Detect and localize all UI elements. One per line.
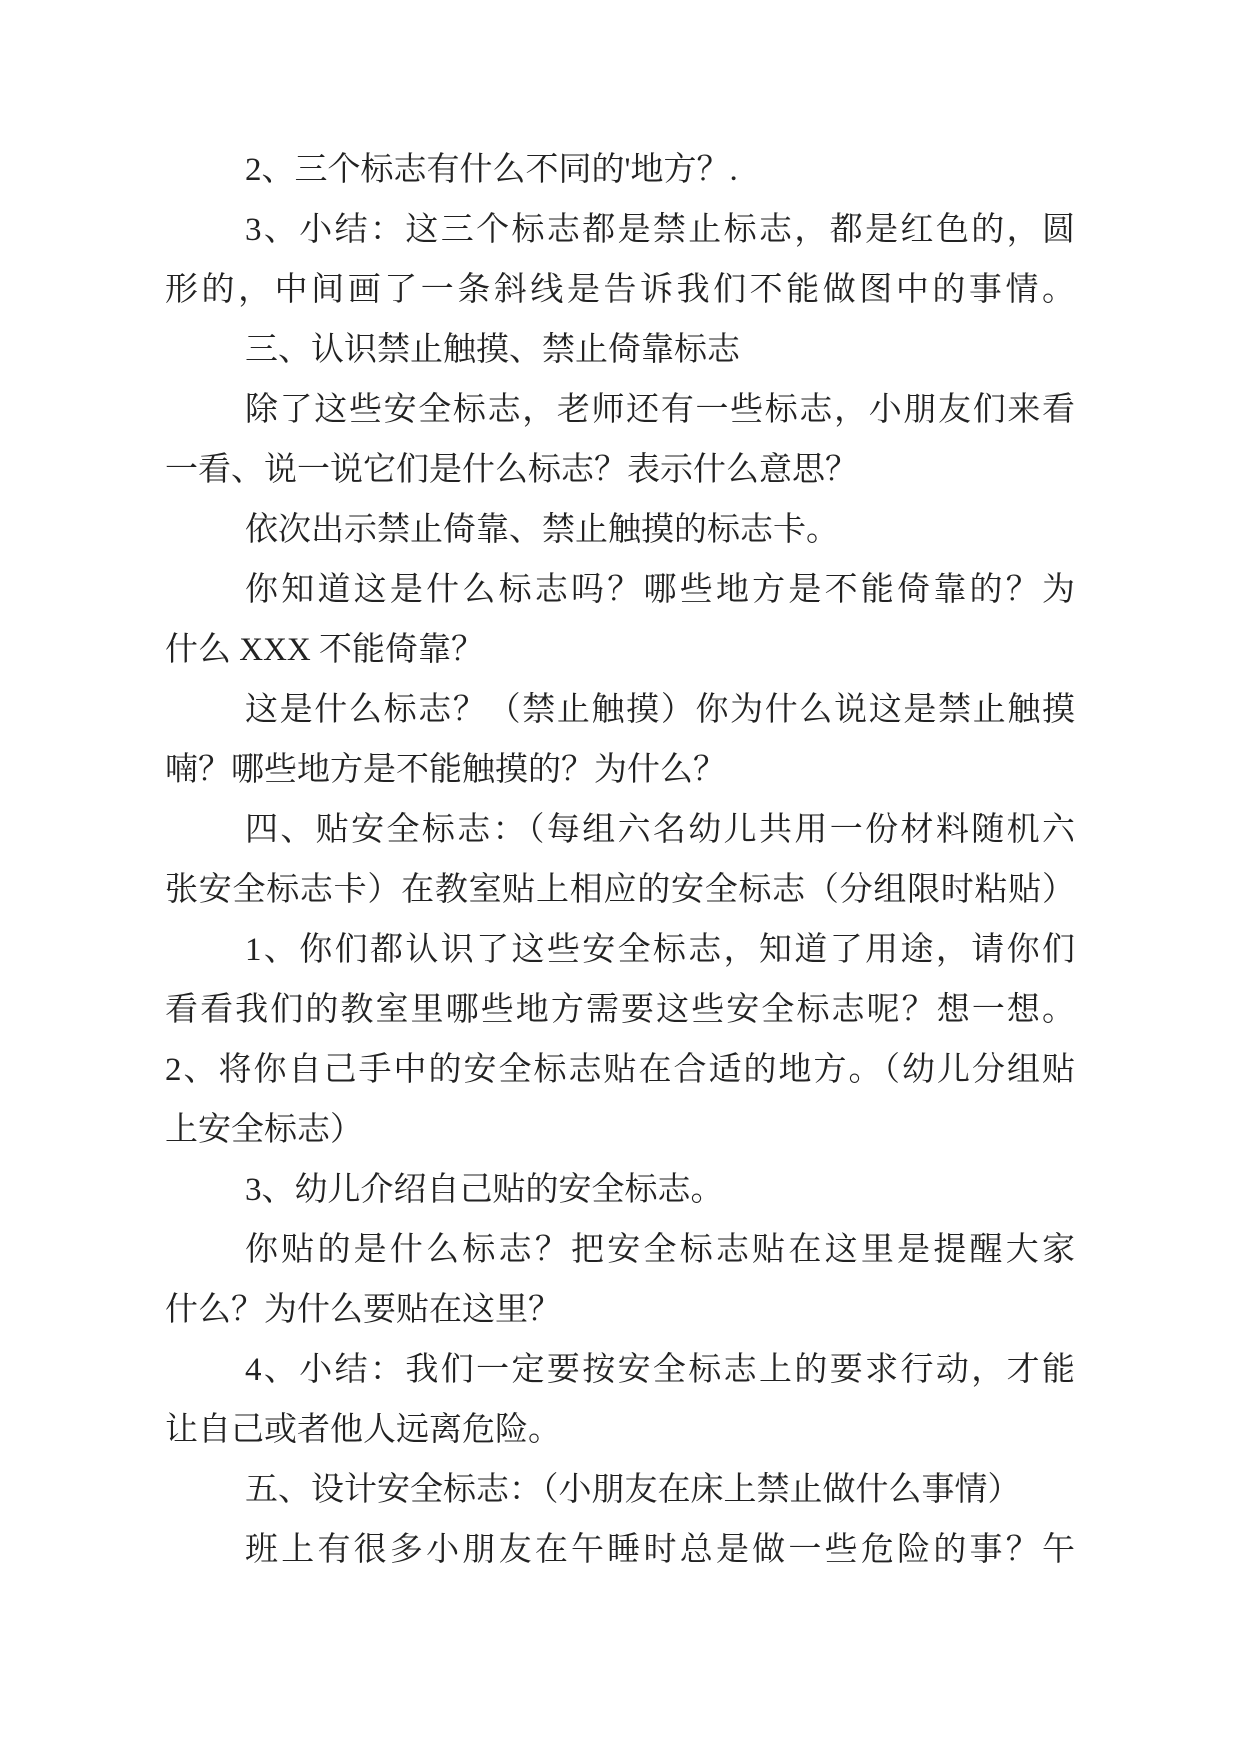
text-line: 张安全标志卡）在教室贴上相应的安全标志（分组限时粘贴） [165,872,1075,908]
text-line: 一看、说一说它们是什么标志？表示什么意思？ [165,452,858,488]
text-line: 三、认识禁止触摸、禁止倚靠标志 [245,332,740,368]
text-line: 4、小结：我们一定要按安全标志上的要求行动，才能 [245,1352,1075,1388]
text-line: 2、三个标志有什么不同的'地方？. [245,152,738,188]
text-line: 2、将你自己手中的安全标志贴在合适的地方。（幼儿分组贴 [165,1052,1075,1088]
text-line: 喃？哪些地方是不能触摸的？为什么？ [165,752,726,788]
text-line: 看看我们的教室里哪些地方需要这些安全标志呢？想一想。 [165,992,1075,1028]
text-line: 五、设计安全标志：（小朋友在床上禁止做什么事情） [245,1472,1021,1508]
text-line: 这是什么标志？（禁止触摸）你为什么说这是禁止触摸 [245,692,1075,728]
text-line: 让自己或者他人远离危险。 [165,1412,561,1448]
text-line: 班上有很多小朋友在午睡时总是做一些危险的事？午 [245,1532,1075,1568]
text-line: 3、幼儿介绍自己贴的安全标志。 [245,1172,724,1208]
text-line: 四、贴安全标志：（每组六名幼儿共用一份材料随机六 [245,812,1075,848]
text-line: 上安全标志） [165,1112,363,1148]
text-line: 除了这些安全标志，老师还有一些标志，小朋友们来看 [245,392,1075,428]
text-line: 依次出示禁止倚靠、禁止触摸的标志卡。 [245,512,839,548]
text-line: 你贴的是什么标志？把安全标志贴在这里是提醒大家 [245,1232,1075,1268]
text-line: 1、你们都认识了这些安全标志，知道了用途，请你们 [245,932,1075,968]
text-line: 什么？为什么要贴在这里？ [165,1292,561,1328]
text-line: 形的，中间画了一条斜线是告诉我们不能做图中的事情。 [165,272,1075,308]
text-line: 你知道这是什么标志吗？哪些地方是不能倚靠的？为 [245,572,1075,608]
text-line: 3、小结：这三个标志都是禁止标志，都是红色的，圆 [245,212,1075,248]
text-line: 什么 XXX 不能倚靠？ [165,632,484,668]
